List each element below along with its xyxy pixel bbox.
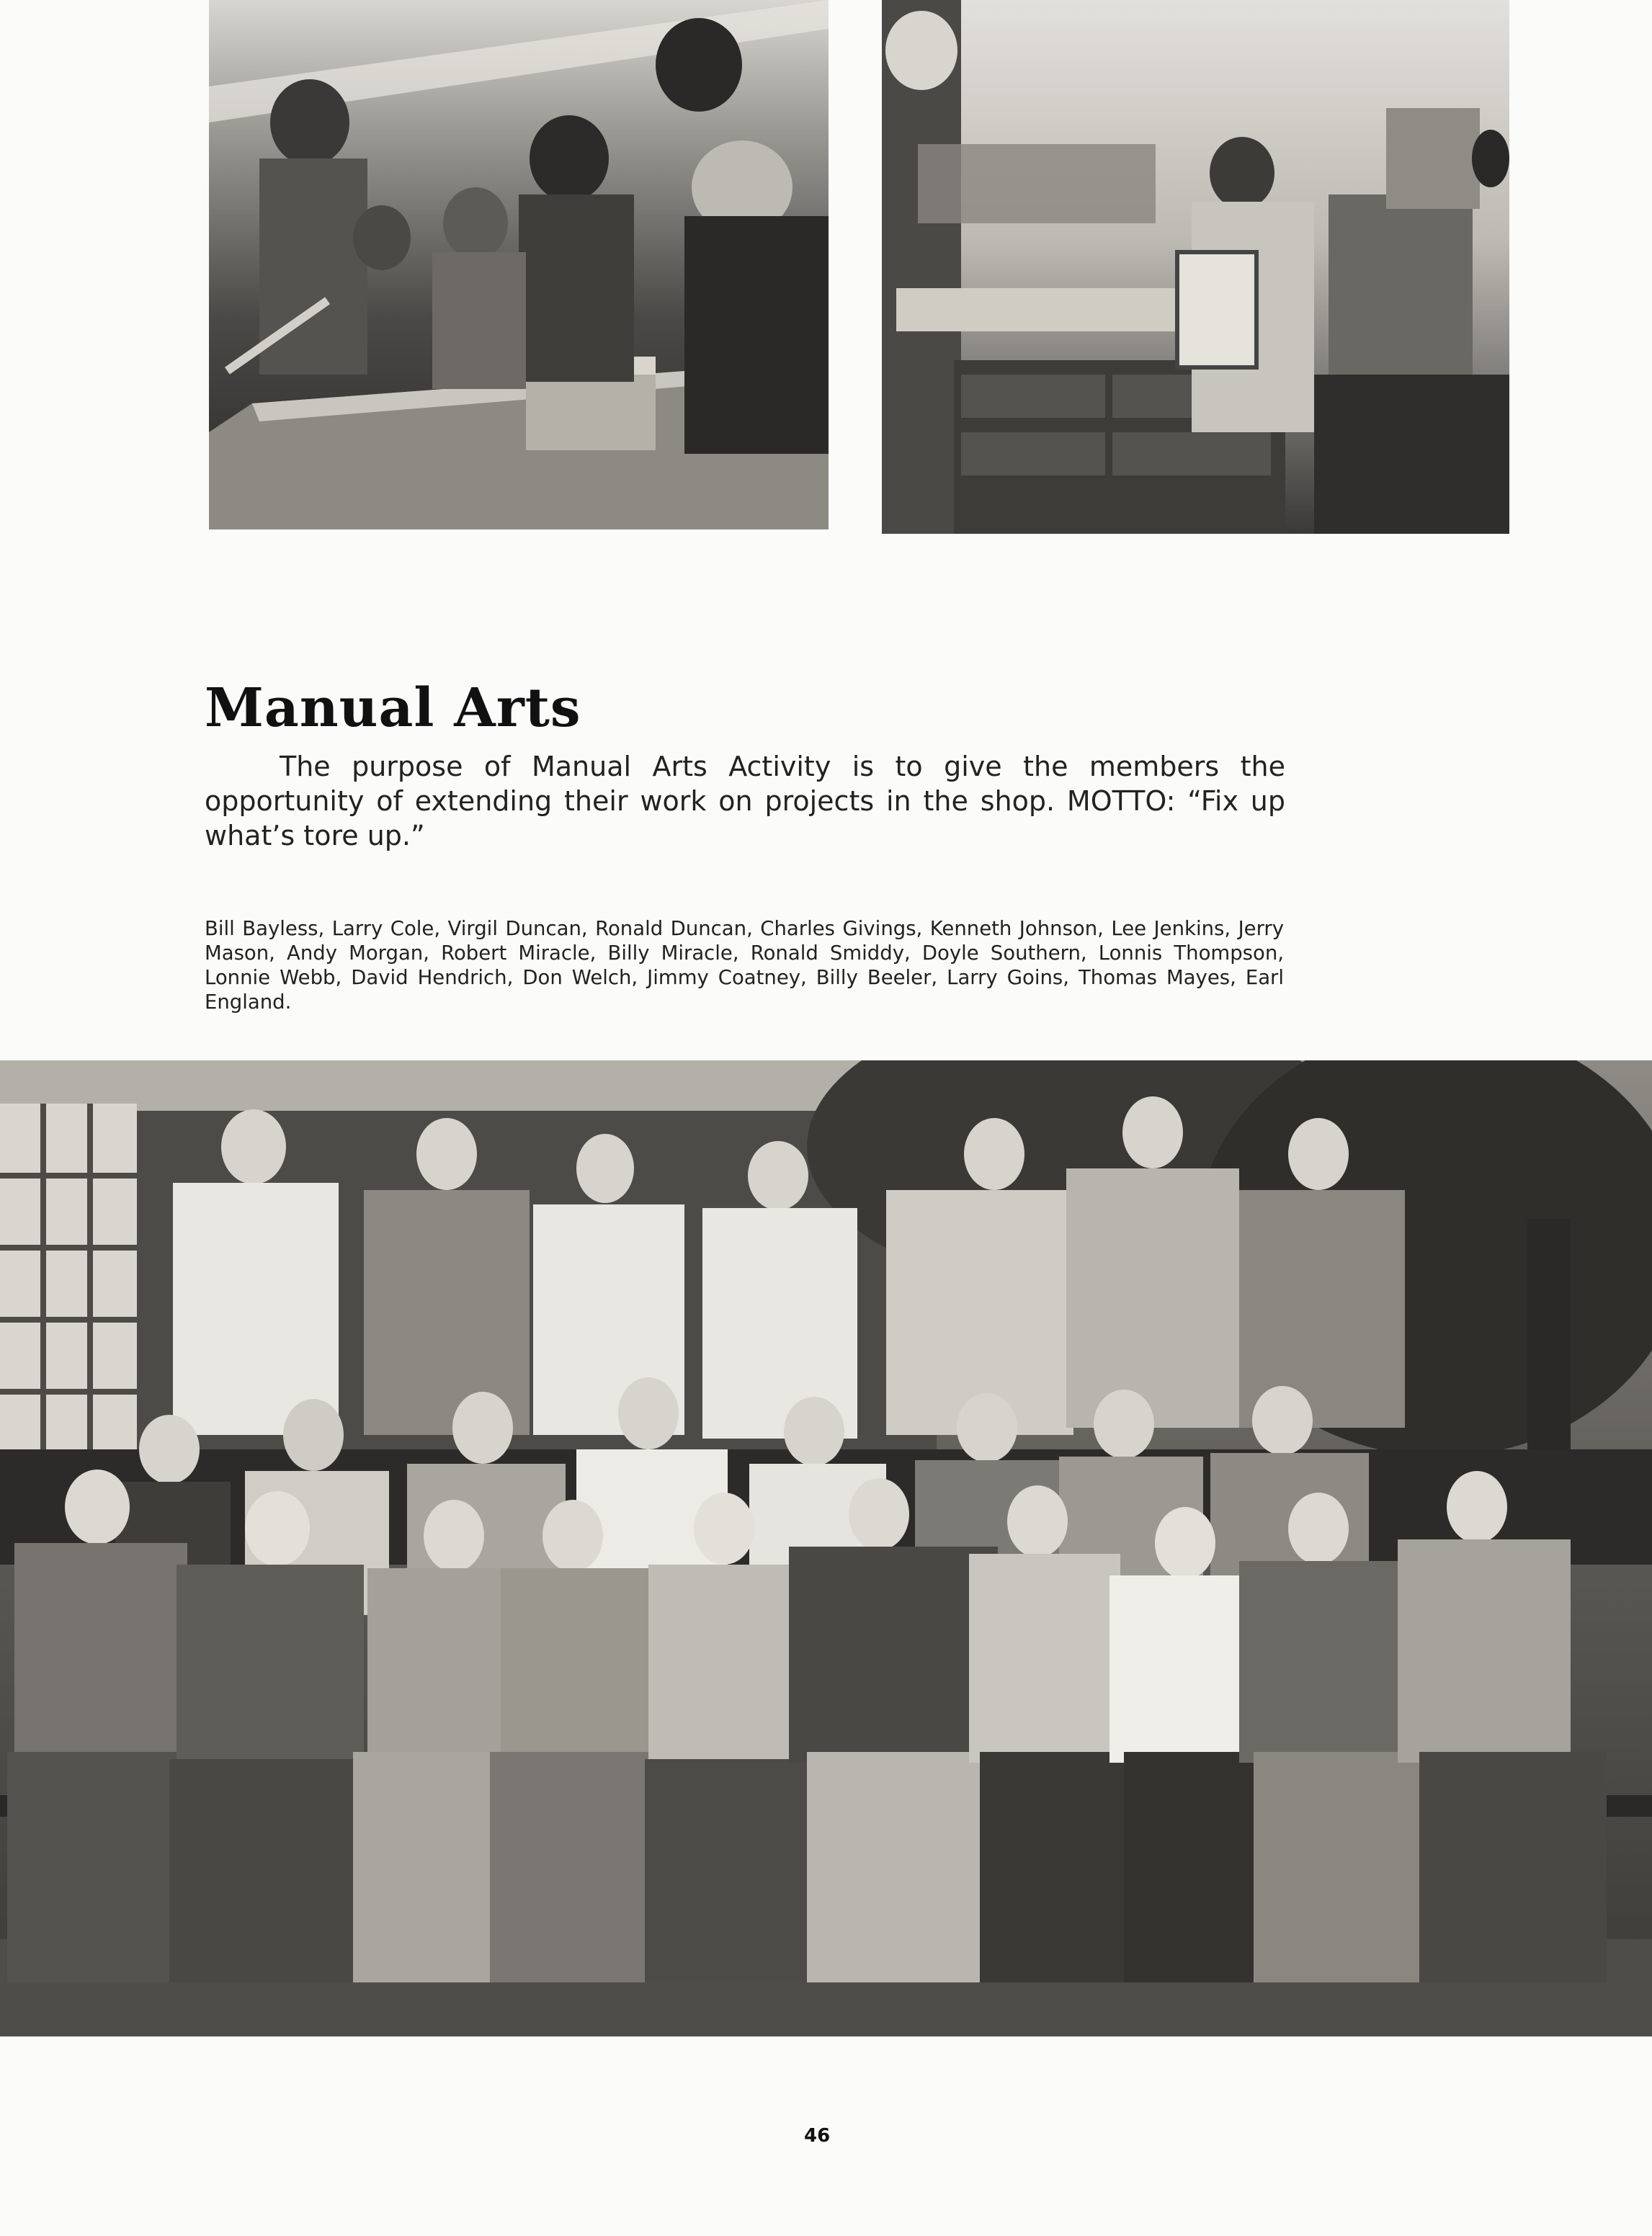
page-number: 46 [804, 2125, 831, 2147]
shop-machinery-image [882, 0, 1509, 534]
shop-workbench-image [209, 0, 829, 529]
group-portrait-image [0, 1060, 1652, 2036]
member-roster: Bill Bayless, Larry Cole, Virgil Duncan, Ronald Duncan, Charles Givings, Kenneth Johnson, Lee Jenkins, Jerry Mason, Andy Morgan, Robert Miracle, Billy Miracle, Ronald Smiddy, Doyle Southern, Lonnis Thompson, Lonnie Webb, David Hendrich, Don Welch, Jimmy Coatney, Billy Beeler, Larry Goins, Thomas Mayes, Earl England. [205, 917, 1284, 1014]
group-portrait-photo [0, 1060, 1652, 2036]
page-title: Manual Arts [205, 676, 581, 739]
shop-workbench-photo [209, 0, 829, 529]
shop-machinery-photo [882, 0, 1509, 534]
purpose-paragraph: The purpose of Manual Arts Activity is to give the members the opportunity of extending their work on projects in the shop. MOTTO: “Fix up what’s tore up.” [205, 751, 1285, 851]
